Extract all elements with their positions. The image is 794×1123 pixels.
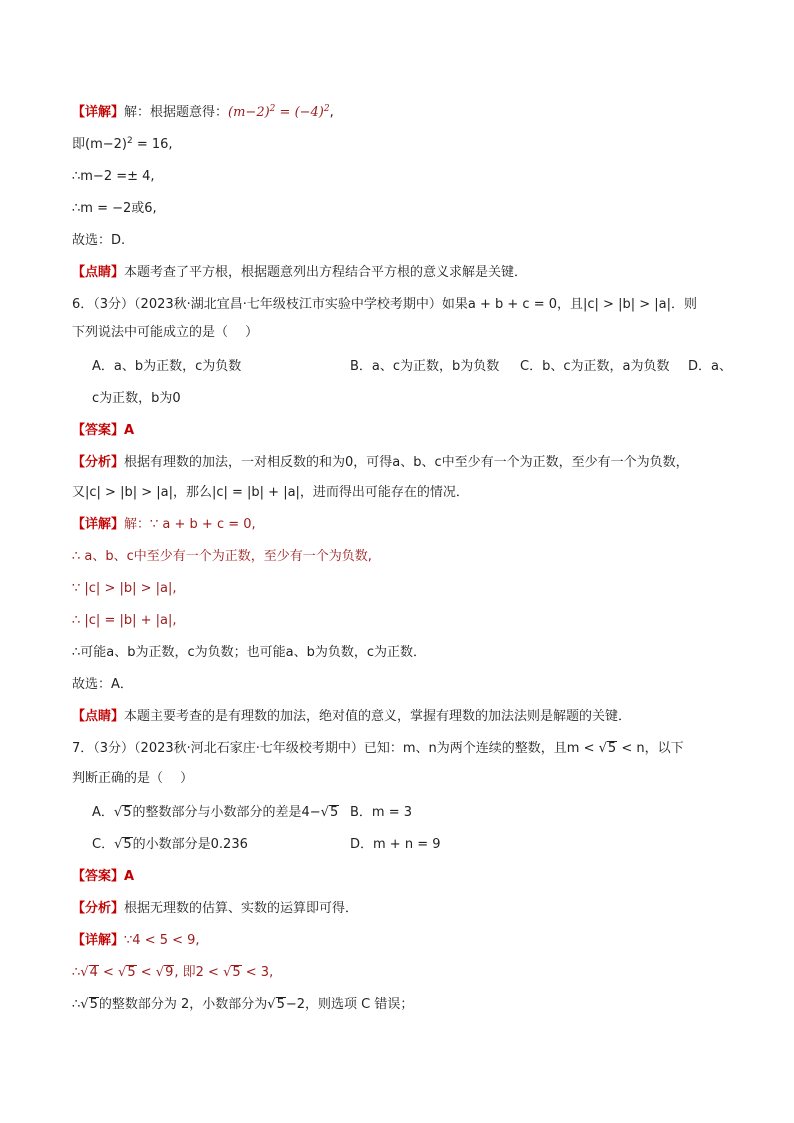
q5-detail-line: 【详解】解：根据题意得：$(m-2)^2 = (-4)^2$, [72, 104, 334, 120]
q7-option-a: A．√5的整数部分与小数部分的差是4−√5 [92, 805, 339, 820]
q7-detail-line2: ∴√4 < √5 < √9, 即2 < √5 < 3, [72, 965, 274, 980]
q6-detail-line3: ∵ |c| > |b| > |a|, [72, 581, 177, 596]
q7-analysis: 【分析】根据无理数的估算、实数的运算即可得． [72, 901, 359, 916]
q6-option-b: B．a、c为正数，b为负数 [350, 359, 500, 374]
comment-tag: 【点睛】 [72, 265, 125, 280]
q5-step2: ∴m−2 =± 4, [72, 169, 155, 184]
q6-option-a: A．a、b为正数，c为负数 [92, 359, 242, 374]
q6-choice: 故选：A． [72, 677, 133, 692]
q6-detail-line1: 【详解】解：∵ a + b + c = 0, [72, 517, 256, 532]
q7-detail-line1: 【详解】∵4 < 5 < 9, [72, 933, 200, 948]
q6-option-c: C．b、c为正数，a为负数 [520, 359, 670, 374]
q6-question-line2: 下列说法中可能成立的是（ ） [72, 325, 259, 340]
q6-analysis-line1: 【分析】根据有理数的加法，一对相反数的和为0，可得a、b、c中至少有一个为正数，至少有一个为负数， [72, 455, 689, 470]
q7-answer: 【答案】A [72, 869, 135, 884]
q7-option-d: D．m + n = 9 [350, 837, 441, 852]
q6-option-d: D．a、 [688, 359, 732, 374]
q7-option-b: B．m = 3 [350, 805, 413, 820]
q7-detail-line3: ∴√5的整数部分为 2，小数部分为√5−2，则选项 C 错误； [72, 997, 414, 1012]
q7-question-line1: 7．（3分）（2023秋·河北石家庄·七年级校考期中）已知：m、n为两个连续的整数，且m < √5 < n，以下 [72, 741, 684, 756]
q6-detail-line4: ∴ |c| = |b| + |a|, [72, 613, 177, 628]
q5-choice: 故选：D. [72, 233, 126, 248]
q6-question-line1: 6．（3分）（2023秋·湖北宜昌·七年级枝江市实验中学校考期中）如果a + b + c = 0，且|c| > |b| > |a|．则 [72, 297, 697, 312]
q6-answer: 【答案】A [72, 423, 135, 438]
q5-comment [72, 264, 527, 282]
equation: $(m-2)^2 = (-4)^2$ [228, 104, 330, 120]
q6-detail-line5: ∴可能a、b为正数，c为负数；也可能a、b为负数，c为正数． [72, 645, 427, 660]
q6-option-d-cont: c为正数，b为0 [92, 391, 181, 406]
q6-comment: 【点睛】本题主要考查的是有理数的加法，绝对值的意义，掌握有理数的加法法则是解题的关键． [72, 709, 632, 724]
detail-text: 解：根据题意得： [124, 105, 229, 120]
q7-option-c: C．√5的小数部分是0.236 [92, 837, 248, 852]
q5-step1: 即$(m-2)^2 = 16$, [72, 136, 173, 152]
q7-question-line2: 判断正确的是（ ） [72, 771, 194, 786]
q6-detail-line2: ∴ a、b、c中至少有一个为正数，至少有一个为负数, [72, 549, 372, 564]
comment-text: 本题考查了平方根，根据题意列出方程结合平方根的意义求解是关键． [124, 265, 528, 280]
q6-analysis-line2: 又|c| > |b| > |a|，那么|c| = |b| + |a|，进而得出可能存在的情况． [72, 485, 469, 500]
q5-step3: ∴m = −2或6, [72, 201, 157, 216]
detail-tag: 【详解】 [72, 105, 125, 120]
